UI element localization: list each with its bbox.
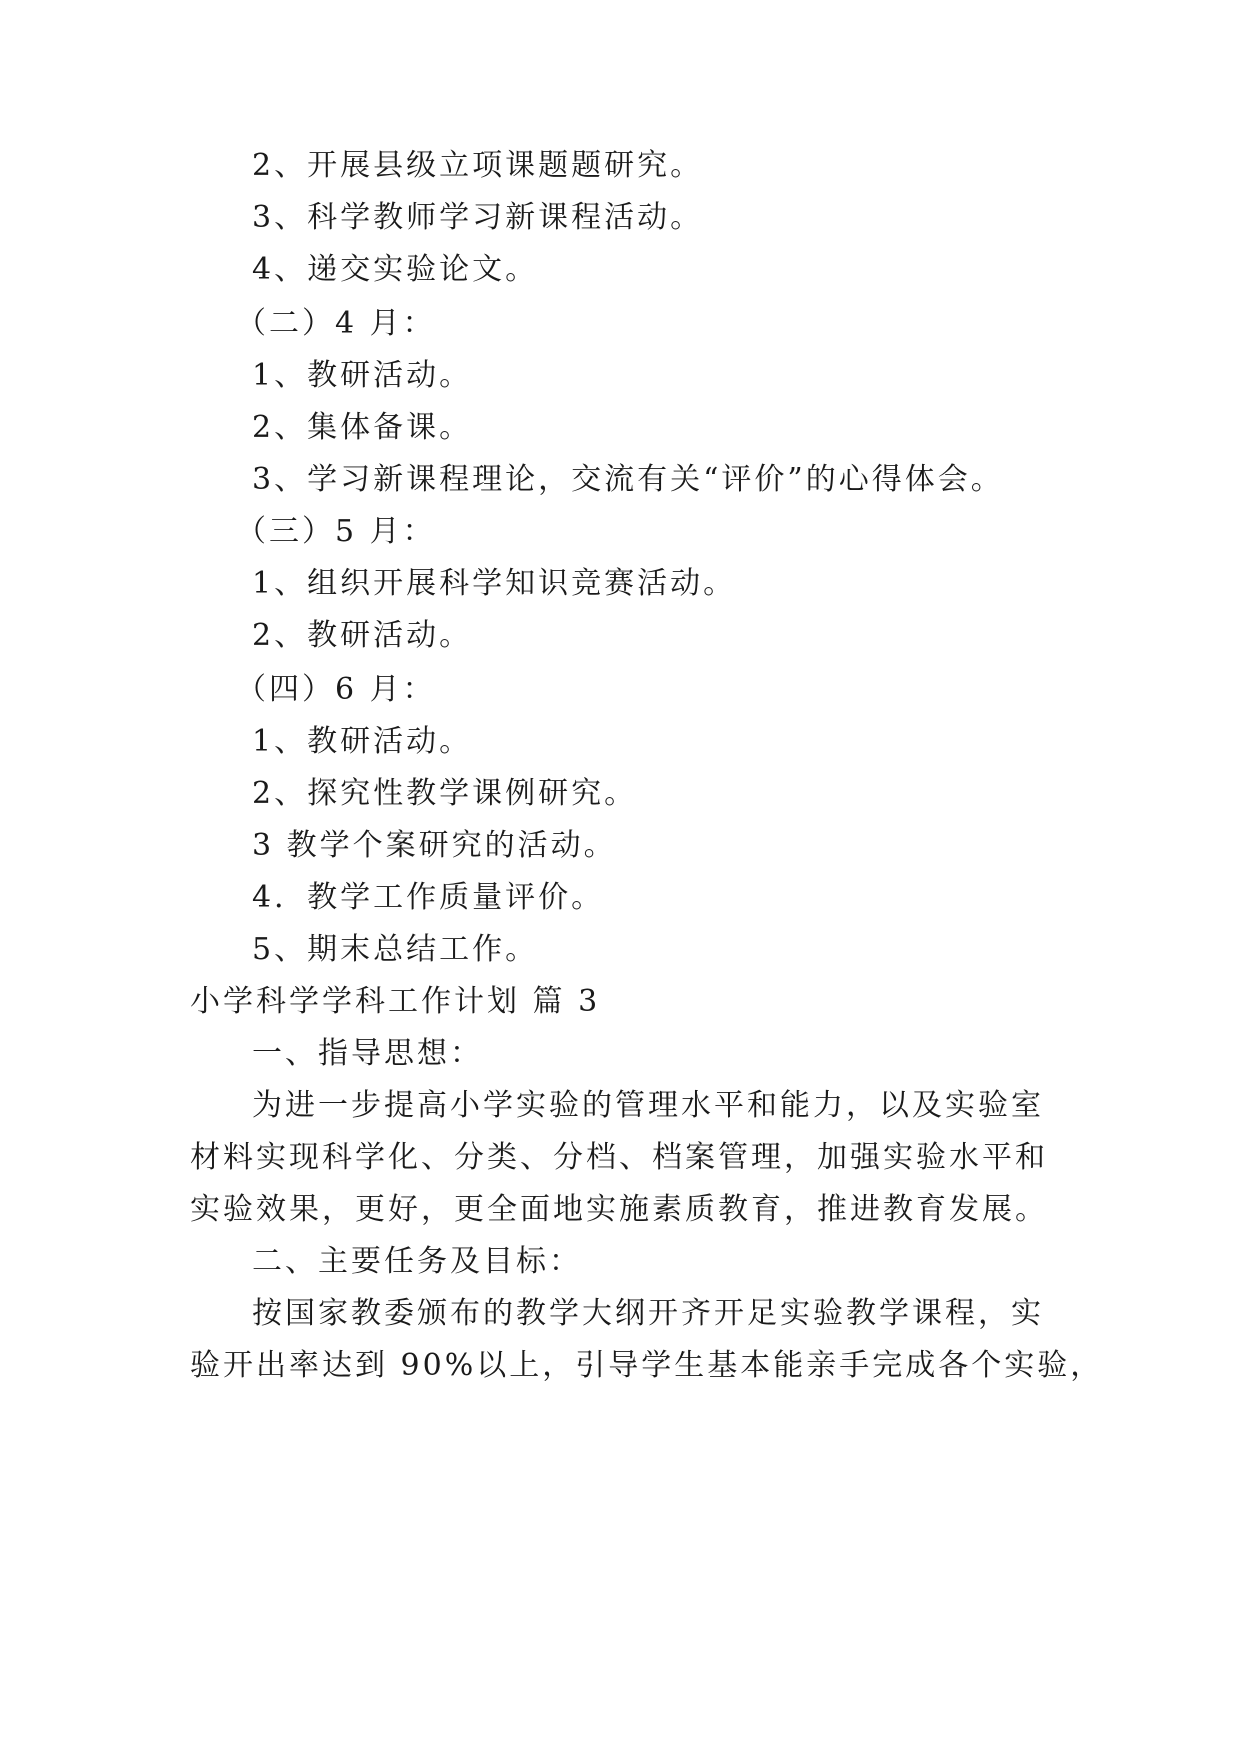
paragraph-line: 验开出率达到 90%以上，引导学生基本能亲手完成各个实验， bbox=[190, 1348, 1104, 1383]
paragraph-line: 二、主要任务及目标： bbox=[252, 1244, 582, 1279]
paragraph-line: 实验效果，更好，更全面地实施素质教育，推进教育发展。 bbox=[190, 1192, 1048, 1227]
list-item: 2、集体备课。 bbox=[252, 410, 473, 445]
list-item: 3 教学个案研究的活动。 bbox=[252, 828, 617, 863]
list-item: 4、递交实验论文。 bbox=[252, 252, 539, 287]
list-item: 1、组织开展科学知识竞赛活动。 bbox=[252, 566, 737, 601]
section-subtitle: （四）6 月： bbox=[236, 672, 436, 707]
list-item: 2、开展县级立项课题题研究。 bbox=[252, 148, 704, 183]
paragraph-line: 为进一步提高小学实验的管理水平和能力，以及实验室 bbox=[252, 1088, 1044, 1123]
list-item: 2、探究性教学课例研究。 bbox=[252, 776, 638, 811]
paragraph-line: 材料实现科学化、分类、分档、档案管理，加强实验水平和 bbox=[190, 1140, 1048, 1175]
section-subtitle: （三）5 月： bbox=[236, 514, 436, 549]
list-item: 4．教学工作质量评价。 bbox=[252, 880, 605, 915]
paragraph-line: 一、指导思想： bbox=[252, 1036, 483, 1071]
list-item: 1、教研活动。 bbox=[252, 358, 473, 393]
list-item: 1、教研活动。 bbox=[252, 724, 473, 759]
list-item: 3、科学教师学习新课程活动。 bbox=[252, 200, 704, 235]
list-item: 2、教研活动。 bbox=[252, 618, 473, 653]
list-item: 3、学习新课程理论，交流有关“评价”的心得体会。 bbox=[252, 462, 1004, 497]
paragraph-line: 按国家教委颁布的教学大纲开齐开足实验教学课程，实 bbox=[252, 1296, 1044, 1331]
list-item: 5、期末总结工作。 bbox=[252, 932, 539, 967]
section-heading: 小学科学学科工作计划 篇 3 bbox=[190, 984, 601, 1019]
section-subtitle: （二）4 月： bbox=[236, 306, 436, 341]
